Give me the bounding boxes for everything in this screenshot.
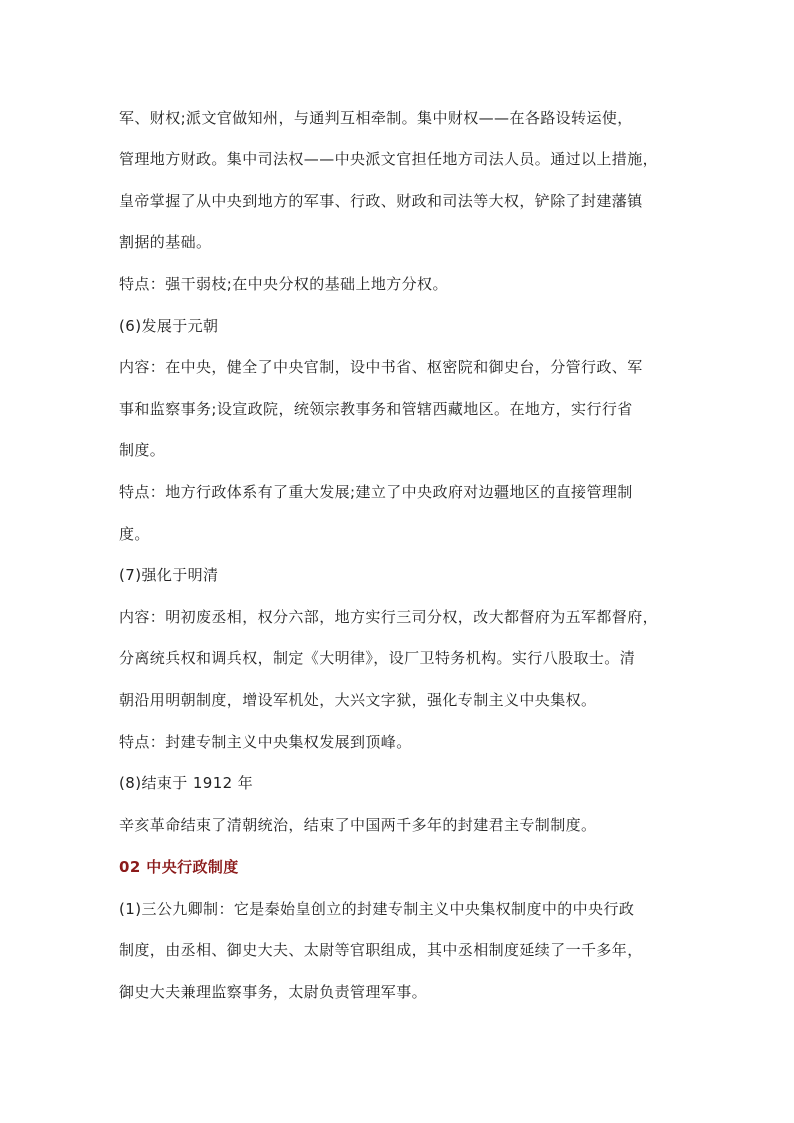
paragraph-line: 度。 [119,525,150,543]
paragraph-line: 御史大夫兼理监察事务，太尉负责管理军事。 [119,983,428,1001]
paragraph-line: 内容：在中央，健全了中央官制，设中书省、枢密院和御史台，分管行政、军 [119,358,643,376]
paragraph-line: 制度。 [119,441,166,459]
paragraph-line: 管理地方财政。集中司法权——中央派文官担任地方司法人员。通过以上措施， [119,150,659,168]
subheading-ming-qing: (7)强化于明清 [119,566,219,584]
feature-line: 特点：封建专制主义中央集权发展到顶峰。 [119,733,412,751]
paragraph-line: 皇帝掌握了从中央到地方的军事、行政、财政和司法等大权，铲除了封建藩镇 [119,192,643,210]
subheading-yuan: (6)发展于元朝 [119,317,219,335]
subheading-1912: (8)结束于 1912 年 [119,774,254,792]
paragraph-line: (1)三公九卿制：它是秦始皇创立的封建专制主义中央集权制度中的中央行政 [119,900,635,918]
paragraph-line: 朝沿用明朝制度，增设军机处，大兴文字狱，强化专制主义中央集权。 [119,691,597,709]
section-heading: 02 中央行政制度 [119,858,239,876]
paragraph-line: 制度，由丞相、御史大夫、太尉等官职组成，其中丞相制度延续了一千多年， [119,941,643,959]
paragraph-line: 事和监察事务;设宣政院，统领宗教事务和管辖西藏地区。在地方，实行行省 [119,400,633,418]
paragraph-line: 内容：明初废丞相，权分六部，地方实行三司分权，改大都督府为五军都督府， [119,608,659,626]
feature-line: 特点：地方行政体系有了重大发展;建立了中央政府对边疆地区的直接管理制 [119,483,633,501]
paragraph-line: 割据的基础。 [119,233,212,251]
paragraph-line: 军、财权;派文官做知州，与通判互相牵制。集中财权——在各路设转运使， [119,109,633,127]
paragraph-line: 分离统兵权和调兵权，制定《大明律》，设厂卫特务机构。实行八股取士。清 [119,649,636,667]
paragraph-line: 辛亥革命结束了清朝统治，结束了中国两千多年的封建君主专制制度。 [119,816,597,834]
feature-line: 特点：强干弱枝;在中央分权的基础上地方分权。 [119,275,448,293]
